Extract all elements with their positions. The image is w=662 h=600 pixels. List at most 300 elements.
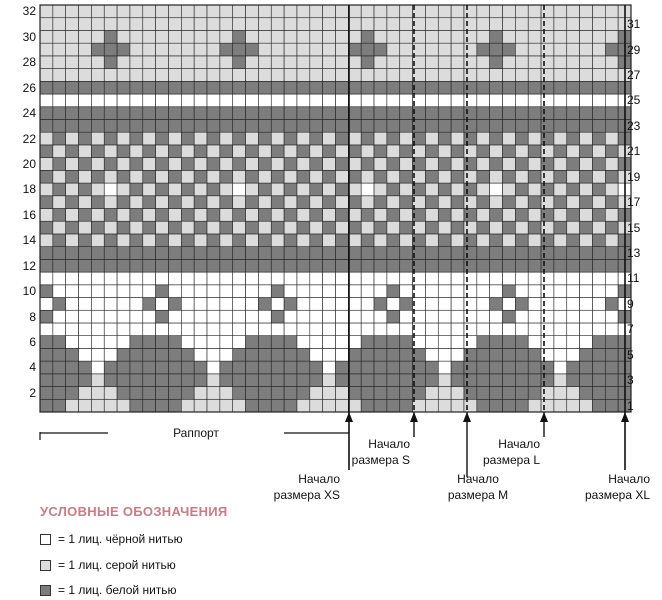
chart-cell [592,209,605,222]
row-number-right: 9 [627,296,634,311]
chart-cell [156,183,169,196]
chart-cell [233,221,246,234]
chart-cell [79,361,92,374]
chart-cell [348,158,361,171]
chart-cell [541,56,554,69]
chart-cell [438,18,451,31]
chart-cell [361,69,374,82]
chart-cell [53,183,66,196]
chart-cell [194,298,207,311]
chart-cell [490,81,503,94]
chart-cell [310,158,323,171]
chart-cell [104,259,117,272]
chart-cell [515,183,528,196]
chart-cell [477,336,490,349]
chart-cell [40,183,53,196]
chart-cell [207,18,220,31]
chart-cell [374,81,387,94]
chart-cell [336,336,349,349]
chart-cell [361,323,374,336]
chart-cell [477,221,490,234]
chart-cell [592,361,605,374]
arrow-up-icon [345,412,353,422]
chart-cell [387,272,400,285]
chart-cell [503,247,516,260]
chart-cell [258,221,271,234]
chart-cell [66,272,79,285]
chart-cell [181,285,194,298]
chart-cell [374,132,387,145]
chart-cell [541,81,554,94]
chart-cell [503,387,516,400]
chart-cell [592,310,605,323]
chart-cell [284,196,297,209]
chart-cell [605,183,618,196]
chart-cell [515,361,528,374]
chart-cell [490,310,503,323]
chart-cell [361,310,374,323]
chart-cell [503,107,516,120]
chart-cell [567,399,580,412]
legend-title: УСЛОВНЫЕ ОБОЗНАЧЕНИЯ [40,504,228,519]
chart-cell [246,145,259,158]
chart-cell [425,196,438,209]
chart-cell [168,285,181,298]
chart-cell [297,107,310,120]
chart-cell [258,30,271,43]
chart-cell [464,5,477,18]
chart-cell [104,348,117,361]
chart-cell [592,336,605,349]
chart-cell [387,5,400,18]
chart-cell [104,285,117,298]
chart-cell [348,132,361,145]
chart-cell [284,247,297,260]
chart-cell [258,323,271,336]
chart-cell [258,387,271,400]
chart-cell [400,285,413,298]
chart-cell [104,56,117,69]
chart-cell [181,81,194,94]
chart-cell [40,399,53,412]
chart-cell [156,69,169,82]
chart-cell [310,348,323,361]
chart-cell [605,259,618,272]
chart-cell [400,132,413,145]
chart-cell [400,56,413,69]
chart-cell [181,247,194,260]
chart-cell [451,56,464,69]
chart-cell [156,132,169,145]
chart-cell [143,145,156,158]
chart-cell [567,107,580,120]
chart-cell [580,310,593,323]
chart-cell [464,399,477,412]
chart-cell [503,119,516,132]
chart-cell [168,323,181,336]
chart-cell [451,272,464,285]
chart-cell [541,145,554,158]
chart-cell [425,30,438,43]
chart-cell [592,298,605,311]
chart-cell [53,119,66,132]
chart-cell [503,221,516,234]
chart-cell [53,145,66,158]
chart-cell [156,234,169,247]
chart-cell [554,234,567,247]
chart-cell [271,5,284,18]
chart-cell [181,272,194,285]
chart-cell [297,183,310,196]
chart-cell [323,374,336,387]
chart-cell [91,94,104,107]
chart-cell [515,336,528,349]
chart-cell [451,183,464,196]
chart-cell [40,259,53,272]
chart-cell [528,399,541,412]
chart-cell [207,209,220,222]
chart-cell [400,94,413,107]
chart-cell [323,18,336,31]
chart-cell [130,132,143,145]
chart-cell [400,387,413,400]
chart-cell [438,183,451,196]
chart-cell [79,30,92,43]
chart-cell [580,43,593,56]
chart-cell [490,158,503,171]
legend-text: = 1 лиц. серой нитью [58,558,176,572]
chart-cell [567,323,580,336]
chart-cell [297,5,310,18]
chart-cell [477,209,490,222]
chart-cell [477,158,490,171]
chart-cell [348,272,361,285]
chart-cell [220,56,233,69]
chart-cell [246,81,259,94]
chart-cell [156,30,169,43]
chart-cell [310,209,323,222]
chart-cell [554,107,567,120]
chart-cell [567,30,580,43]
chart-cell [374,272,387,285]
size-start-label: размера M [447,488,509,502]
chart-cell [464,183,477,196]
chart-cell [271,43,284,56]
chart-cell [515,158,528,171]
row-number-left: 2 [29,385,36,400]
chart-cell [592,272,605,285]
chart-cell [541,107,554,120]
chart-cell [66,247,79,260]
chart-cell [117,272,130,285]
chart-cell [374,119,387,132]
chart-cell [79,221,92,234]
chart-cell [297,259,310,272]
legend-item-black [40,532,183,546]
chart-cell [271,183,284,196]
chart-cell [143,5,156,18]
chart-cell [515,94,528,107]
chart-cell [541,5,554,18]
chart-cell [168,18,181,31]
chart-cell [271,310,284,323]
row-number-left: 14 [22,233,36,248]
chart-cell [425,247,438,260]
chart-cell [79,348,92,361]
chart-cell [348,259,361,272]
chart-cell [220,81,233,94]
chart-cell [477,310,490,323]
chart-cell [503,69,516,82]
chart-cell [490,209,503,222]
chart-cell [425,298,438,311]
chart-cell [233,170,246,183]
chart-cell [541,69,554,82]
chart-cell [541,399,554,412]
chart-cell [580,145,593,158]
chart-cell [464,387,477,400]
chart-cell [284,387,297,400]
chart-cell [79,374,92,387]
chart-cell [425,348,438,361]
chart-cell [554,170,567,183]
chart-cell [297,247,310,260]
chart-cell [271,221,284,234]
chart-cell [168,387,181,400]
chart-cell [528,107,541,120]
chart-cell [284,132,297,145]
chart-cell [220,132,233,145]
chart-cell [541,209,554,222]
chart-cell [528,221,541,234]
chart-cell [400,170,413,183]
chart-cell [143,285,156,298]
row-number-right: 27 [627,67,641,82]
chart-cell [464,298,477,311]
chart-cell [168,399,181,412]
chart-cell [580,30,593,43]
chart-cell [451,234,464,247]
chart-cell [104,374,117,387]
chart-cell [541,348,554,361]
chart-cell [605,18,618,31]
chart-cell [220,310,233,323]
chart-cell [66,170,79,183]
chart-cell [284,43,297,56]
chart-cell [117,336,130,349]
chart-cell [79,247,92,260]
chart-cell [592,145,605,158]
chart-cell [91,132,104,145]
chart-cell [194,158,207,171]
chart-cell [91,196,104,209]
chart-cell [53,5,66,18]
repeat-label: Раппорт [173,426,219,440]
chart-cell [246,69,259,82]
chart-cell [528,94,541,107]
chart-cell [284,310,297,323]
chart-cell [451,145,464,158]
chart-cell [91,285,104,298]
chart-cell [528,183,541,196]
chart-cell [592,387,605,400]
chart-cell [425,56,438,69]
chart-cell [451,374,464,387]
chart-cell [425,145,438,158]
chart-cell [374,196,387,209]
chart-cell [477,170,490,183]
chart-cell [387,387,400,400]
chart-cell [400,69,413,82]
chart-cell [541,221,554,234]
chart-cell [323,310,336,323]
chart-cell [310,298,323,311]
chart-cell [207,119,220,132]
chart-cell [156,170,169,183]
chart-cell [91,259,104,272]
chart-cell [605,336,618,349]
chart-cell [220,94,233,107]
chart-cell [258,81,271,94]
row-number-left: 12 [22,258,36,273]
chart-cell [117,30,130,43]
chart-cell [310,336,323,349]
chart-cell [156,56,169,69]
chart-cell [220,107,233,120]
chart-cell [53,107,66,120]
chart-cell [361,285,374,298]
chart-cell [168,209,181,222]
chart-cell [181,43,194,56]
chart-cell [554,285,567,298]
chart-cell [117,361,130,374]
chart-cell [323,336,336,349]
chart-cell [323,5,336,18]
chart-cell [400,145,413,158]
chart-cell [194,374,207,387]
chart-cell [567,196,580,209]
row-number-right: 1 [627,398,634,413]
chart-cell [490,56,503,69]
chart-cell [425,132,438,145]
chart-cell [53,361,66,374]
chart-cell [528,132,541,145]
chart-cell [336,56,349,69]
chart-cell [605,361,618,374]
chart-cell [592,221,605,234]
chart-cell [515,145,528,158]
chart-cell [66,94,79,107]
chart-cell [503,298,516,311]
chart-cell [297,158,310,171]
chart-cell [592,196,605,209]
chart-cell [554,30,567,43]
chart-cell [130,119,143,132]
chart-cell [580,247,593,260]
chart-cell [336,387,349,400]
chart-cell [284,158,297,171]
chart-cell [567,234,580,247]
chart-cell [490,221,503,234]
chart-cell [503,132,516,145]
chart-cell [271,94,284,107]
chart-cell [374,387,387,400]
chart-cell [336,234,349,247]
chart-cell [66,374,79,387]
chart-cell [143,298,156,311]
chart-cell [374,5,387,18]
chart-cell [168,183,181,196]
chart-cell [91,69,104,82]
chart-cell [310,361,323,374]
chart-cell [348,298,361,311]
chart-cell [220,336,233,349]
chart-cell [541,387,554,400]
chart-cell [271,374,284,387]
chart-cell [374,18,387,31]
chart-cell [567,43,580,56]
chart-cell [348,399,361,412]
chart-cell [528,158,541,171]
chart-cell [567,81,580,94]
chart-cell [554,145,567,158]
chart-cell [284,348,297,361]
chart-cell [400,209,413,222]
chart-cell [258,298,271,311]
chart-cell [336,374,349,387]
chart-cell [425,183,438,196]
chart-cell [605,170,618,183]
chart-cell [451,18,464,31]
chart-cell [271,158,284,171]
chart-cell [567,259,580,272]
chart-cell [541,234,554,247]
chart-cell [554,221,567,234]
chart-cell [554,18,567,31]
chart-cell [79,69,92,82]
chart-cell [66,348,79,361]
chart-cell [79,209,92,222]
chart-cell [361,119,374,132]
chart-cell [258,170,271,183]
chart-cell [490,5,503,18]
chart-cell [91,387,104,400]
legend-text: = 1 лиц. чёрной нитью [58,532,183,546]
chart-cell [156,374,169,387]
chart-cell [207,43,220,56]
chart-cell [554,56,567,69]
chart-cell [541,183,554,196]
chart-cell [143,132,156,145]
chart-cell [503,259,516,272]
chart-cell [284,374,297,387]
chart-cell [246,374,259,387]
chart-cell [79,158,92,171]
chart-cell [605,145,618,158]
chart-cell [438,158,451,171]
chart-cell [40,272,53,285]
chart-cell [156,310,169,323]
chart-cell [246,30,259,43]
chart-cell [130,107,143,120]
chart-cell [541,285,554,298]
chart-cell [477,183,490,196]
chart-cell [130,81,143,94]
chart-cell [490,69,503,82]
chart-cell [40,361,53,374]
chart-cell [104,361,117,374]
chart-cell [541,374,554,387]
